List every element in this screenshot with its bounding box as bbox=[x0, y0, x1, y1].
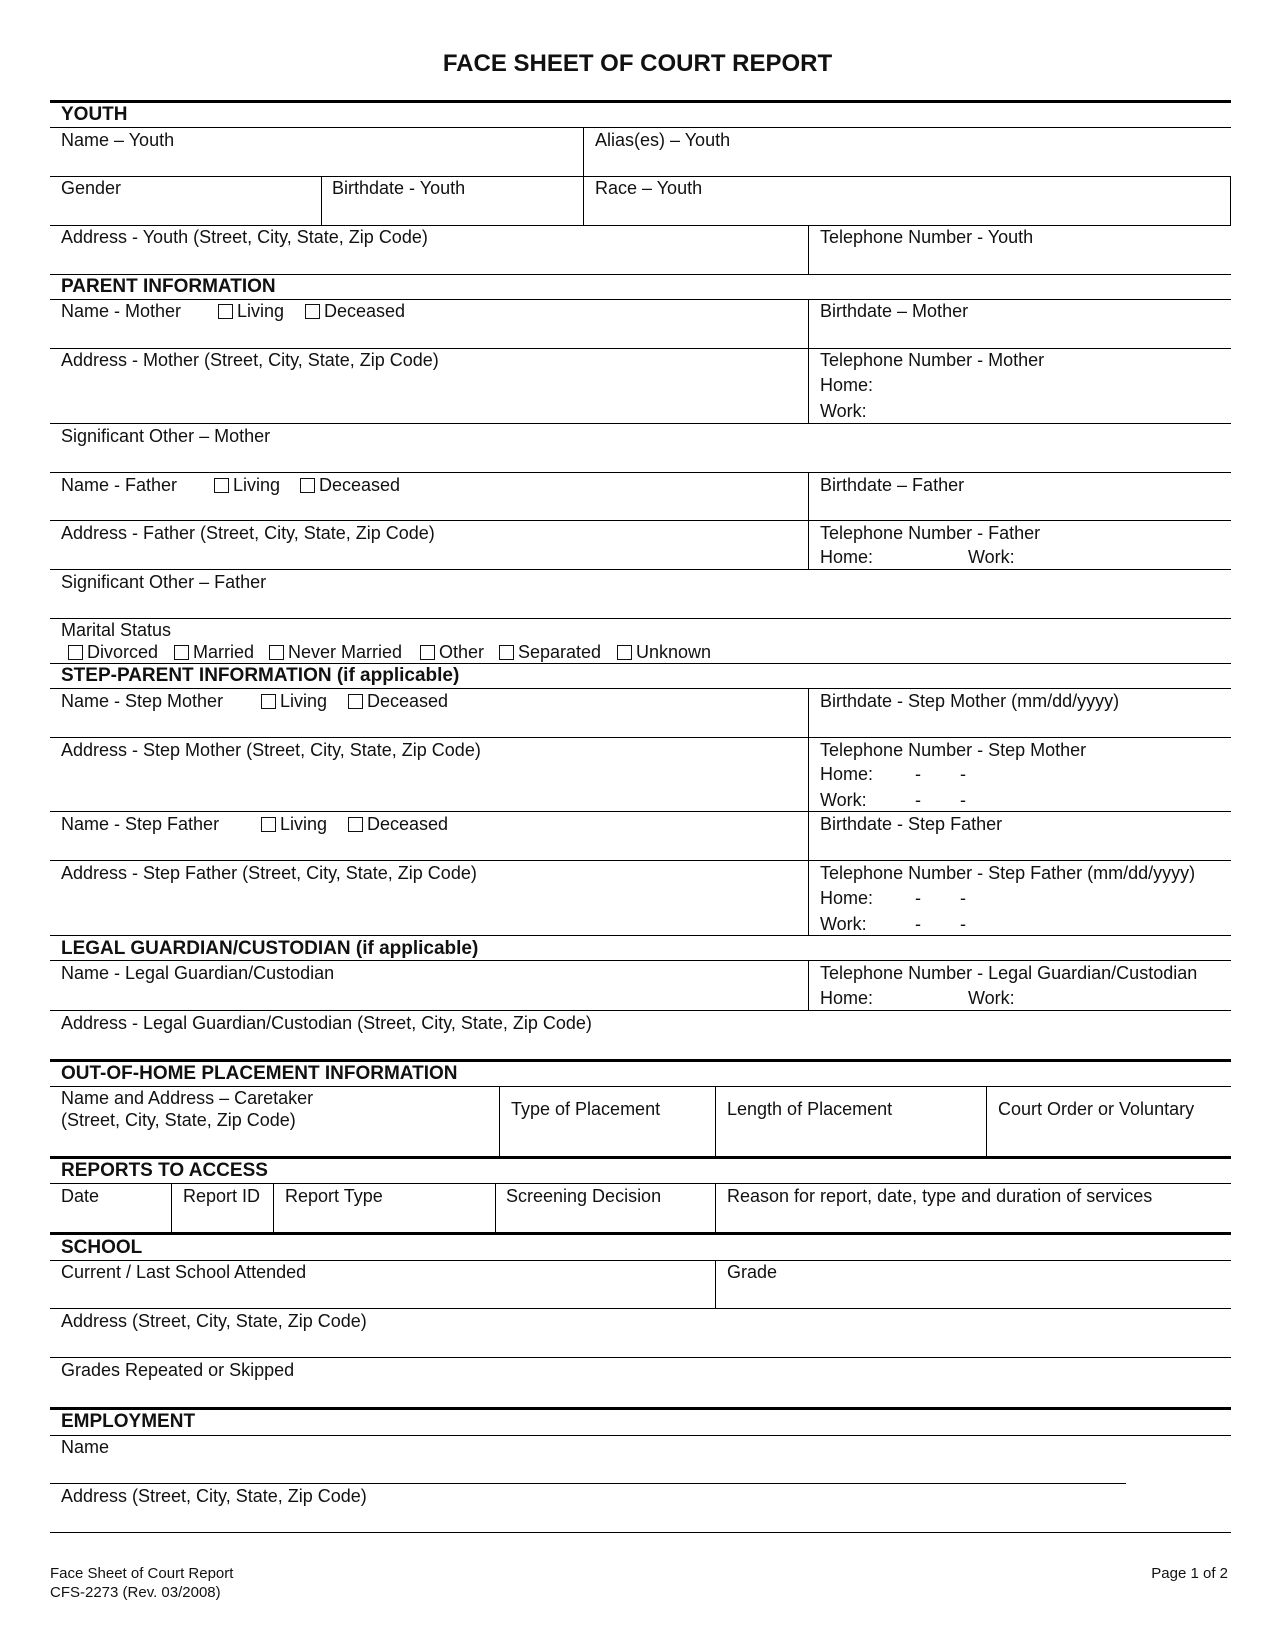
rule-employment-top bbox=[50, 1407, 1231, 1410]
label-father-work: Work: bbox=[968, 547, 1015, 567]
marital-option-separated[interactable]: Separated bbox=[499, 642, 601, 662]
col-divider bbox=[986, 1086, 987, 1156]
section-heading-guardian: LEGAL GUARDIAN/CUSTODIAN (if applicable) bbox=[61, 938, 479, 959]
rule bbox=[50, 1483, 1126, 1484]
father-living-option[interactable]: Living bbox=[214, 475, 280, 495]
label-report-reason: Reason for report, date, type and duration of services bbox=[727, 1186, 1153, 1206]
rule-reports-top bbox=[50, 1156, 1231, 1159]
label-mother-address: Address - Mother (Street, City, State, Zip Code) bbox=[61, 350, 439, 370]
label-caretaker-line2: (Street, City, State, Zip Code) bbox=[61, 1110, 296, 1130]
marital-separated-checkbox[interactable] bbox=[499, 645, 514, 660]
father-living-checkbox[interactable] bbox=[214, 478, 229, 493]
label-step-mother-work: Work: bbox=[820, 790, 867, 810]
label-mother-work: Work: bbox=[820, 401, 867, 421]
label-step-father-birthdate: Birthdate - Step Father bbox=[820, 814, 1003, 834]
label-caretaker-line1: Name and Address – Caretaker bbox=[61, 1088, 314, 1108]
rule bbox=[50, 811, 1231, 812]
label-step-father-home: Home: bbox=[820, 888, 874, 908]
rule bbox=[50, 1435, 1231, 1436]
col-divider bbox=[321, 176, 322, 225]
label-youth-name: Name – Youth bbox=[61, 130, 175, 150]
rule bbox=[50, 127, 1231, 128]
label-step-father-work: Work: bbox=[820, 914, 867, 934]
marital-option-never-married[interactable]: Never Married bbox=[269, 642, 402, 662]
marital-married-checkbox[interactable] bbox=[174, 645, 189, 660]
phone-dash: - bbox=[960, 764, 966, 784]
section-heading-school: SCHOOL bbox=[61, 1237, 143, 1258]
rule bbox=[50, 1086, 1231, 1087]
rule bbox=[50, 225, 1231, 226]
footer-form-name: Face Sheet of Court Report bbox=[50, 1565, 234, 1582]
step-father-living-option[interactable]: Living bbox=[261, 814, 327, 834]
rule bbox=[50, 960, 1231, 961]
label-step-father-name: Name - Step Father bbox=[61, 814, 220, 834]
label-youth-telephone: Telephone Number - Youth bbox=[820, 227, 1034, 247]
section-heading-step-parent: STEP-PARENT INFORMATION (if applicable) bbox=[61, 665, 460, 686]
section-heading-placement: OUT-OF-HOME PLACEMENT INFORMATION bbox=[61, 1063, 458, 1084]
label-school-current: Current / Last School Attended bbox=[61, 1262, 307, 1282]
label-mother-name: Name - Mother bbox=[61, 301, 182, 321]
rule bbox=[50, 618, 1231, 619]
col-divider bbox=[1230, 176, 1231, 225]
label-mother-telephone: Telephone Number - Mother bbox=[820, 350, 1045, 370]
label-father-address: Address - Father (Street, City, State, Zip Code) bbox=[61, 523, 435, 543]
label-guardian-home: Home: bbox=[820, 988, 874, 1008]
rule-school-top bbox=[50, 1232, 1231, 1235]
step-father-deceased-checkbox[interactable] bbox=[348, 817, 363, 832]
label-youth-race: Race – Youth bbox=[595, 178, 703, 198]
label-guardian-address: Address - Legal Guardian/Custodian (Street, City, State, Zip Code) bbox=[61, 1013, 592, 1033]
label-grades-repeated: Grades Repeated or Skipped bbox=[61, 1360, 295, 1380]
label-step-mother-address: Address - Step Mother (Street, City, State, Zip Code) bbox=[61, 740, 481, 760]
label-marital-status: Marital Status bbox=[61, 620, 172, 640]
rule bbox=[50, 1260, 1231, 1261]
rule bbox=[50, 1357, 1231, 1358]
rule bbox=[50, 663, 1231, 664]
label-significant-other-mother: Significant Other – Mother bbox=[61, 426, 271, 446]
label-report-type: Report Type bbox=[285, 1186, 383, 1206]
step-mother-living-option[interactable]: Living bbox=[261, 691, 327, 711]
father-deceased-option[interactable]: Deceased bbox=[300, 475, 400, 495]
mother-living-option[interactable]: Living bbox=[218, 301, 284, 321]
footer-form-code: CFS-2273 (Rev. 03/2008) bbox=[50, 1584, 221, 1601]
col-divider bbox=[499, 1086, 500, 1156]
rule bbox=[50, 1308, 1231, 1309]
label-father-home: Home: bbox=[820, 547, 874, 567]
rule bbox=[50, 274, 1231, 275]
col-divider bbox=[171, 1183, 172, 1232]
step-mother-deceased-checkbox[interactable] bbox=[348, 694, 363, 709]
marital-unknown-checkbox[interactable] bbox=[617, 645, 632, 660]
section-heading-youth: YOUTH bbox=[61, 104, 128, 125]
phone-dash: - bbox=[915, 764, 921, 784]
col-divider bbox=[715, 1260, 716, 1308]
col-divider bbox=[583, 127, 584, 225]
col-divider bbox=[808, 299, 809, 423]
col-divider bbox=[808, 225, 809, 274]
page-title: FACE SHEET OF COURT REPORT bbox=[442, 50, 833, 77]
label-mother-home: Home: bbox=[820, 375, 874, 395]
label-report-date: Date bbox=[61, 1186, 100, 1206]
marital-option-divorced[interactable]: Divorced bbox=[68, 642, 158, 662]
step-mother-living-checkbox[interactable] bbox=[261, 694, 276, 709]
rule bbox=[50, 176, 1231, 177]
label-youth-alias: Alias(es) – Youth bbox=[595, 130, 731, 150]
col-divider bbox=[808, 960, 809, 1010]
father-deceased-checkbox[interactable] bbox=[300, 478, 315, 493]
label-employer-address: Address (Street, City, State, Zip Code) bbox=[61, 1486, 367, 1506]
marital-other-checkbox[interactable] bbox=[420, 645, 435, 660]
rule bbox=[50, 737, 1231, 738]
label-mother-birthdate: Birthdate – Mother bbox=[820, 301, 969, 321]
col-divider bbox=[808, 688, 809, 935]
rule bbox=[50, 348, 1231, 349]
rule-placement-top bbox=[50, 1059, 1231, 1062]
marital-option-married[interactable]: Married bbox=[174, 642, 254, 662]
rule bbox=[50, 1183, 1231, 1184]
phone-dash: - bbox=[915, 914, 921, 934]
rule bbox=[50, 1010, 1231, 1011]
rule bbox=[50, 1532, 1231, 1533]
section-heading-employment: EMPLOYMENT bbox=[61, 1411, 196, 1432]
col-divider bbox=[715, 1086, 716, 1156]
label-step-mother-home: Home: bbox=[820, 764, 874, 784]
rule bbox=[50, 472, 1231, 473]
mother-deceased-option[interactable]: Deceased bbox=[305, 301, 405, 321]
phone-dash: - bbox=[915, 888, 921, 908]
label-step-mother-telephone: Telephone Number - Step Mother bbox=[820, 740, 1087, 760]
phone-dash: - bbox=[960, 888, 966, 908]
col-divider bbox=[808, 472, 809, 569]
col-divider bbox=[715, 1183, 716, 1232]
label-step-mother-name: Name - Step Mother bbox=[61, 691, 224, 711]
label-school-address: Address (Street, City, State, Zip Code) bbox=[61, 1311, 367, 1331]
mother-living-checkbox[interactable] bbox=[218, 304, 233, 319]
label-step-mother-birthdate: Birthdate - Step Mother (mm/dd/yyyy) bbox=[820, 691, 1120, 711]
col-divider bbox=[273, 1183, 274, 1232]
step-father-deceased-option[interactable]: Deceased bbox=[348, 814, 448, 834]
label-father-name: Name - Father bbox=[61, 475, 178, 495]
rule bbox=[50, 935, 1231, 936]
rule bbox=[50, 569, 1231, 570]
phone-dash: - bbox=[915, 790, 921, 810]
label-significant-other-father: Significant Other – Father bbox=[61, 572, 267, 592]
label-screening-decision: Screening Decision bbox=[506, 1186, 662, 1206]
step-mother-deceased-option[interactable]: Deceased bbox=[348, 691, 448, 711]
label-guardian-name: Name - Legal Guardian/Custodian bbox=[61, 963, 335, 983]
label-youth-birthdate: Birthdate - Youth bbox=[332, 178, 466, 198]
rule bbox=[50, 423, 1231, 424]
label-school-grade: Grade bbox=[727, 1262, 778, 1282]
col-divider bbox=[495, 1183, 496, 1232]
rule-youth-top bbox=[50, 100, 1231, 103]
label-guardian-telephone: Telephone Number - Legal Guardian/Custodian bbox=[820, 963, 1198, 983]
section-heading-parent: PARENT INFORMATION bbox=[61, 276, 276, 297]
label-employer-name: Name bbox=[61, 1437, 110, 1457]
marital-option-other[interactable]: Other bbox=[420, 642, 484, 662]
marital-option-unknown[interactable]: Unknown bbox=[617, 642, 711, 662]
marital-divorced-checkbox[interactable] bbox=[68, 645, 83, 660]
label-guardian-work: Work: bbox=[968, 988, 1015, 1008]
label-youth-address: Address - Youth (Street, City, State, Zip Code) bbox=[61, 227, 428, 247]
label-report-id: Report ID bbox=[183, 1186, 261, 1206]
rule bbox=[50, 688, 1231, 689]
rule bbox=[50, 520, 1231, 521]
section-heading-reports: REPORTS TO ACCESS bbox=[61, 1160, 268, 1181]
footer-page-number: Page 1 of 2 bbox=[1151, 1565, 1228, 1582]
label-step-father-telephone: Telephone Number - Step Father (mm/dd/yyyy) bbox=[820, 863, 1196, 883]
rule bbox=[50, 299, 1231, 300]
label-step-father-address: Address - Step Father (Street, City, State, Zip Code) bbox=[61, 863, 477, 883]
label-placement-type: Type of Placement bbox=[511, 1099, 661, 1119]
phone-dash: - bbox=[960, 790, 966, 810]
phone-dash: - bbox=[960, 914, 966, 934]
label-court-order: Court Order or Voluntary bbox=[998, 1099, 1195, 1119]
label-father-birthdate: Birthdate – Father bbox=[820, 475, 965, 495]
rule bbox=[50, 860, 1231, 861]
marital-never-married-checkbox[interactable] bbox=[269, 645, 284, 660]
label-youth-gender: Gender bbox=[61, 178, 122, 198]
label-father-telephone: Telephone Number - Father bbox=[820, 523, 1041, 543]
label-placement-length: Length of Placement bbox=[727, 1099, 893, 1119]
step-father-living-checkbox[interactable] bbox=[261, 817, 276, 832]
mother-deceased-checkbox[interactable] bbox=[305, 304, 320, 319]
